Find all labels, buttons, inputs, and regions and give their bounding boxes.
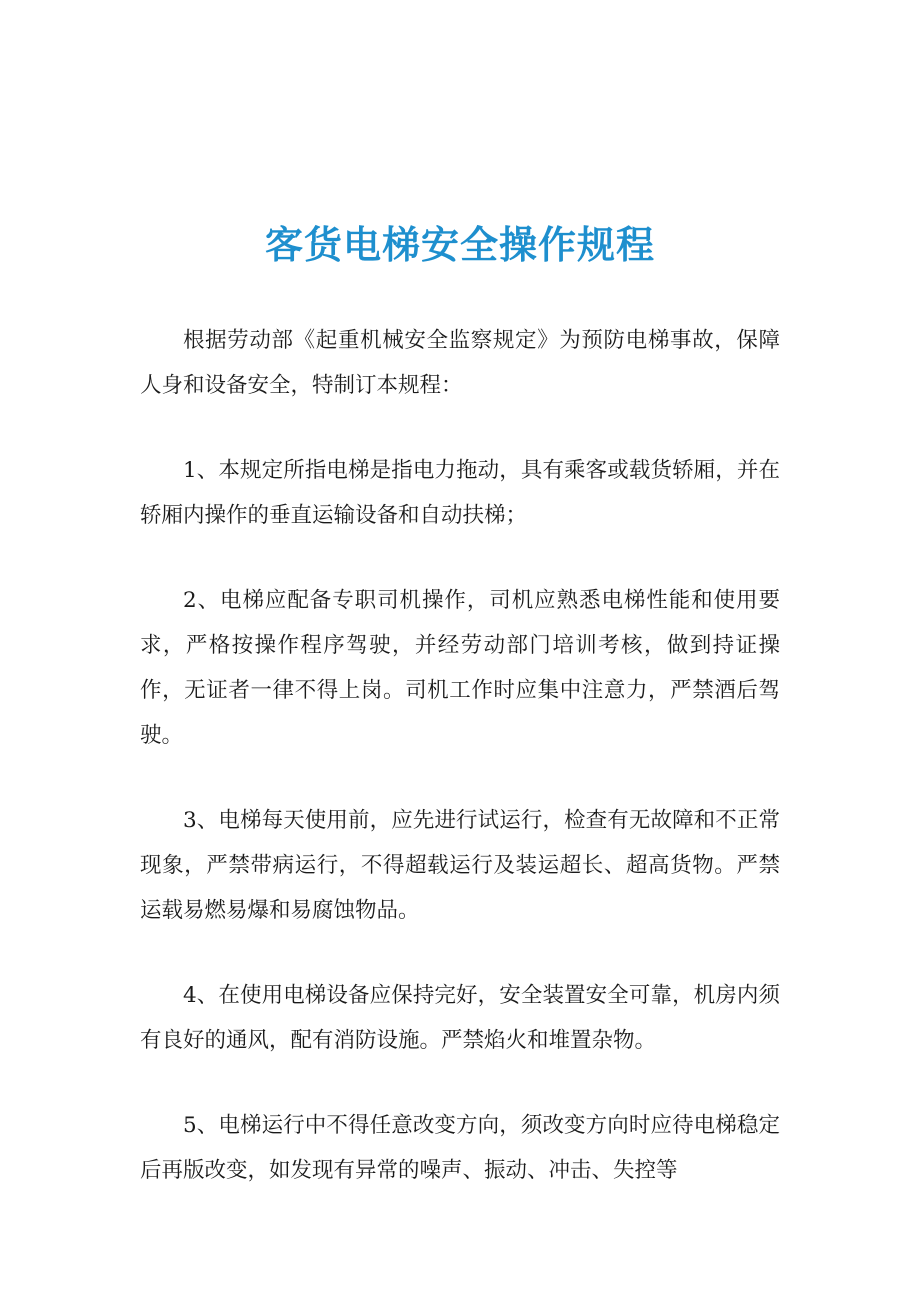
- paragraph-rule-1: 1、本规定所指电梯是指电力拖动，具有乘客或载货轿厢，并在轿厢内操作的垂直运输设备和自动扶梯；: [140, 458, 780, 528]
- document-body: [140, 318, 780, 1193]
- document-title: 客货电梯安全操作规程: [264, 223, 655, 268]
- paragraph-intro: 根据劳动部《起重机械安全监察规定》为预防电梯事故，保障人身和设备安全，特制订本规程：: [140, 328, 780, 398]
- paragraph-rule-2: 2、电梯应配备专职司机操作，司机应熟悉电梯性能和使用要求，严格按操作程序驾驶，并经劳动部门培训考核，做到持证操作，无证者一律不得上岗。司机工作时应集中注意力，严禁酒后驾驶。: [140, 588, 780, 748]
- paragraph-rule-3: 3、电梯每天使用前，应先进行试运行，检查有无故障和不正常现象，严禁带病运行，不得超载运行及装运超长、超高货物。严禁运载易燃易爆和易腐蚀物品。: [140, 808, 780, 923]
- paragraph-rule-5: 5、电梯运行中不得任意改变方向，须改变方向时应待电梯稳定后再版改变，如发现有异常的噪声、振动、冲击、失控等: [140, 1113, 780, 1183]
- paragraph-rule-4: 4、在使用电梯设备应保持完好，安全装置安全可靠，机房内须有良好的通风，配有消防设施。严禁焰火和堆置杂物。: [140, 983, 780, 1053]
